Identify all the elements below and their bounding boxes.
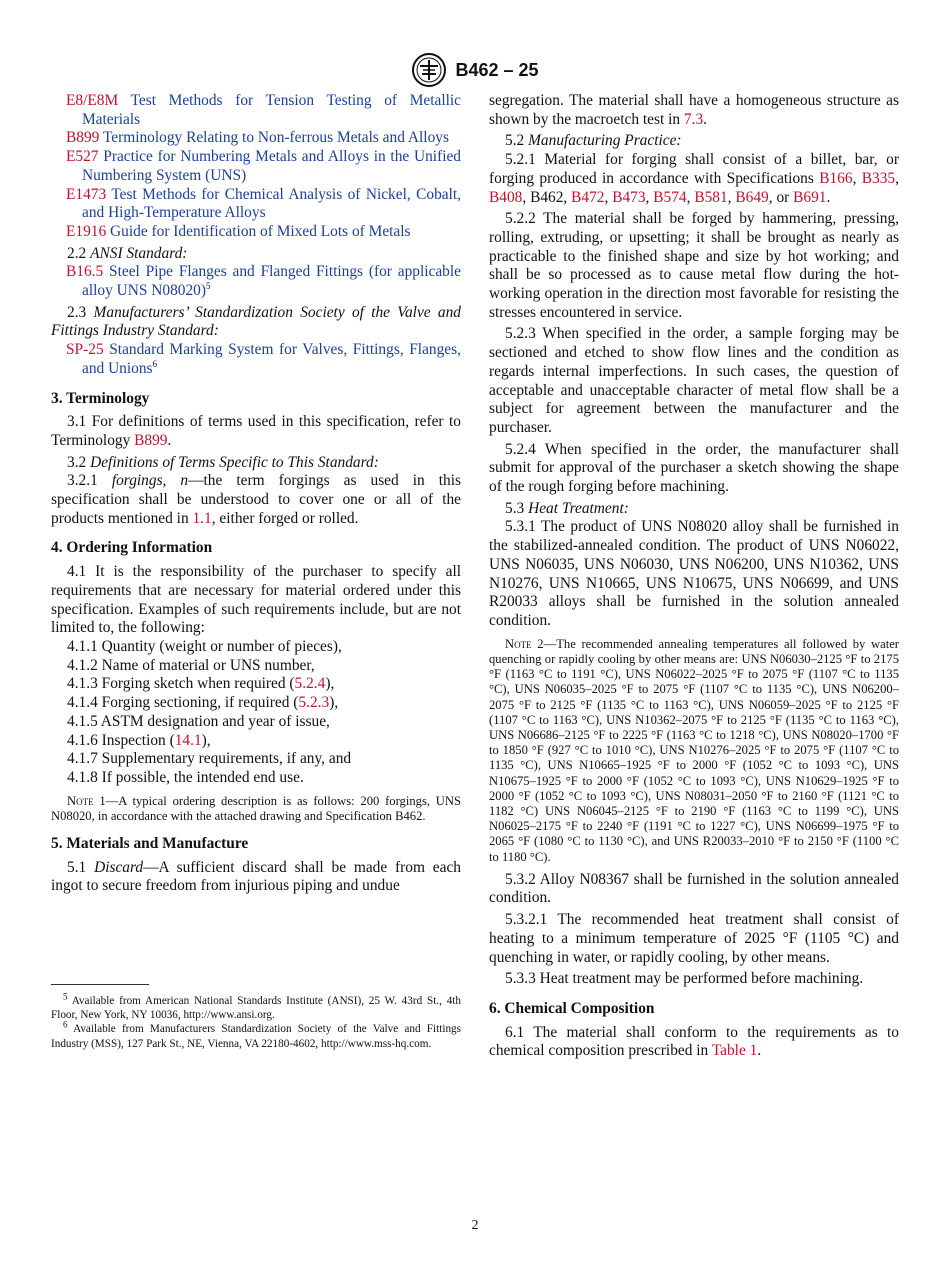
- paragraph: 5.1 Discard—A sufficient discard shall be made from each ingot to secure freedom from injurious piping and undue: [51, 858, 461, 895]
- note: Note 2—The recommended annealing temperatures all followed by water quenching or rapidly cooling by other means are: UNS N06030–2125 °F to 2175 °F (1163 °C to 1191 °C), UNS N06022–2025 °F to 2075 °F (1107 °C to 1135 °C), UNS N06035–2025 °F to 2075 °F (1107 °C to 1135 °C), UNS N06200–2075 °F to 2125 °F (1135 °C to 1163 °C), UNS N06059–2025 °F to 2125 °F (1107 °C to 1163 °C), UNS N10362–2075 °F to 2125 °F (1135 °C to 1163 °C), UNS N06686–2125 °F to 2225 °F (1163 °C to 1218 °C), UNS N08020–1700 °F to 1850 °F (927 °C to 1010 °C), UNS N10276–2025 °F to 2075 °F (1107 °C to 1135 °C), UNS N10665–1925 °F to 2000 °F (1052 °C to 1093 °C), UNS N10675–1925 °F to 2000 °F (1052 °C to 1093 °C), UNS N10629–1925 °F to 2000 °F (1052 °C to 1093 °C), UNS N08031–2050 °F to 2160 °F (1121 °C to 1182 °C) UNS N06045–2125 °F to 2190 °F (1163 °C to 1199 °C), UNS N06025–2175 °F to 2240 °F (1191 °C to 1227 °C), UNS N06699–1975 °F to 2065 °F (1080 °C to 1130 °C), and UNS R20033–2010 °F to 2150 °F (1100 °C to 1180 °C).: [489, 636, 899, 864]
- list-item: 4.1.5 ASTM designation and year of issue,: [67, 712, 330, 730]
- spec-link[interactable]: B649: [735, 188, 769, 206]
- reference-link[interactable]: E1473: [66, 185, 107, 203]
- reference-title[interactable]: Practice for Numbering Metals and Alloys in the Unified Numbering System (UNS): [82, 148, 461, 184]
- spec-link[interactable]: B408: [489, 188, 523, 206]
- paragraph: 5.2.3 When specified in the order, a sample forging may be sectioned and etched to show flow lines and the condition as regards internal imperfections. In such cases, the question of acceptable and unacceptable character of metal flow shall be a subject for agreement between the manufacturer and the purchaser.: [489, 325, 899, 436]
- reference-link[interactable]: E8/E8M: [66, 92, 119, 109]
- cross-reference-link[interactable]: 1.1: [192, 509, 212, 527]
- paragraph: 5.2.4 When specified in the order, the manufacturer shall submit for approval of the purchaser a sketch showing the shape of the rough forging before machining.: [489, 440, 899, 496]
- paragraph: 5.3.3 Heat treatment may be performed before machining.: [505, 970, 864, 988]
- subsection-heading: 5.3 Heat Treatment:: [505, 499, 629, 517]
- paragraph: 5.2.2 The material shall be forged by hammering, pressing, rolling, extruding, or upsetting; it shall be brought as nearly as practicable to the finished shape and size by hot working; and shall be so processed as to cause metal flow during the hot-working operation in the direction most favorable for resisting the stresses encountered in service.: [489, 210, 899, 321]
- footnote-marker: 6: [152, 358, 158, 369]
- reference-title[interactable]: Test Methods for Tension Testing of Metallic Materials: [82, 92, 461, 128]
- footnote: $^6$ Available from Manufacturers Standardization Society of the Valve and Fittings Industry (MSS), 127 Park St., NE, Vienna, VA 22180-4602, http://www.mss-hq.com.: [51, 1019, 461, 1050]
- footnote-marker: 5: [205, 280, 211, 291]
- page-number: 2: [471, 1218, 479, 1233]
- reference-title[interactable]: Standard Marking System for Valves, Fittings, Flanges, and Unions: [82, 341, 461, 377]
- reference-item: [51, 148, 461, 185]
- spec-link[interactable]: B691: [793, 188, 827, 206]
- standard-designation: B462 – 25: [455, 59, 539, 80]
- reference-item: [51, 186, 461, 223]
- spec-link[interactable]: B335: [861, 169, 896, 187]
- paragraph: 5.2.1 Material for forging shall consist of a billet, bar, or forging produced in accordance with Specifications B166, B335, B408, B462, B472, B473, B574, B581, B649, or B691.: [489, 151, 899, 206]
- spec-link[interactable]: B574: [653, 188, 687, 206]
- reference-item: [51, 92, 461, 129]
- reference-title[interactable]: Terminology Relating to Non-ferrous Metals and Alloys: [102, 129, 449, 147]
- reference-link[interactable]: SP-25: [66, 341, 104, 359]
- note: Note 1—A typical ordering description is as follows: 200 forgings, UNS N08020, in accordance with the attached drawing and Specification B462.: [51, 793, 461, 823]
- table-link[interactable]: Table 1: [711, 1042, 758, 1060]
- reference-item: [51, 223, 461, 242]
- right-column: [489, 92, 899, 1061]
- subsection-heading: 2.3 Manufacturers’ Standardization Society of the Valve and Fittings Industry Standard:: [51, 303, 461, 340]
- spec-link[interactable]: B581: [694, 188, 728, 206]
- list-item: 4.1.1 Quantity (weight or number of pieces),: [67, 637, 342, 655]
- list-item: 4.1.8 If possible, the intended end use.: [67, 768, 304, 786]
- section-heading: 5. Materials and Manufacture: [51, 835, 249, 853]
- reference-link[interactable]: E1916: [66, 222, 107, 240]
- footnote: $^5$ Available from American National Standards Institute (ANSI), 25 W. 43rd St., 4th Floor, New York, NY 10036, http://www.ansi.org.: [51, 991, 461, 1022]
- paragraph: 4.1 It is the responsibility of the purchaser to specify all requirements that are necessary for material ordered under this specification. Examples of such requirements include, but are not limited to, the following:: [51, 563, 461, 637]
- reference-item: [51, 341, 461, 378]
- spec-link[interactable]: B472: [571, 188, 605, 206]
- paragraph: 5.3.2.1 The recommended heat treatment shall consist of heating to a minimum temperature of 2025 °F (1105 °C) and quenching in water, or rapidly cooling, by other means.: [489, 911, 899, 966]
- list-item: 4.1.2 Name of material or UNS number,: [67, 656, 315, 674]
- footnotes: [51, 991, 461, 1051]
- spec-link[interactable]: B473: [612, 188, 646, 206]
- paragraph: 3.1 For definitions of terms used in this specification, refer to Terminology B899.: [51, 413, 461, 449]
- reference-title[interactable]: Test Methods for Chemical Analysis of Nickel, Cobalt, and High-Temperature Alloys: [82, 185, 461, 222]
- list-item: 4.1.7 Supplementary requirements, if any, and: [67, 750, 352, 768]
- spec-link[interactable]: B166: [819, 169, 853, 187]
- paragraph: 6.1 The material shall conform to the requirements as to chemical composition prescribed in Table 1.: [489, 1023, 899, 1060]
- paragraph: segregation. The material shall have a homogeneous structure as shown by the macroetch test in 7.3.: [489, 92, 899, 128]
- section-heading: 4. Ordering Information: [51, 539, 213, 557]
- cross-reference-link[interactable]: 14.1: [174, 731, 202, 749]
- page-header: [0, 52, 950, 88]
- reference-title[interactable]: Steel Pipe Flanges and Flanged Fittings (for applicable alloy UNS N08020): [82, 263, 461, 300]
- section-heading: 3. Terminology: [51, 389, 150, 407]
- reference-link[interactable]: B16.5: [66, 263, 104, 281]
- list-item: 4.1.3 Forging sketch when required (5.2.4),: [67, 675, 335, 693]
- subsection-heading: 5.2 Manufacturing Practice:: [505, 132, 682, 150]
- astm-logo-icon: [411, 52, 447, 88]
- list-item: 4.1.4 Forging sectioning, if required (5.2.3),: [67, 694, 339, 712]
- paragraph: 5.3.2 Alloy N08367 shall be furnished in the solution annealed condition.: [489, 870, 899, 907]
- list-item: 4.1.6 Inspection (14.1),: [67, 731, 211, 749]
- paragraph: 5.3.1 The product of UNS N08020 alloy shall be furnished in the stabilized-annealed condition. The product of UNS N06022, UNS N06035, UNS N06030, UNS N06200, UNS N10362, UNS N10276, UNS N10665, UNS N10675, UNS N06699, and UNS R20033 alloys shall be furnished in the solution annealed condition.: [489, 518, 899, 629]
- subsection-heading: 3.2 Definitions of Terms Specific to This Standard:: [67, 453, 379, 471]
- paragraph: 3.2.1 forgings, n—the term forgings as used in this specification shall be understood to cover one or all of the products mentioned in 1.1, either forged or rolled.: [51, 472, 461, 527]
- reference-link[interactable]: B899: [66, 129, 100, 147]
- reference-item: [51, 129, 461, 148]
- section-heading: 6. Chemical Composition: [489, 999, 655, 1017]
- footnote-divider: [51, 984, 149, 985]
- cross-reference-link[interactable]: 5.2.3: [298, 694, 330, 712]
- reference-link[interactable]: E527: [66, 148, 99, 166]
- reference-title[interactable]: Guide for Identification of Mixed Lots of Metals: [110, 222, 411, 240]
- cross-reference-link[interactable]: 5.2.4: [294, 675, 326, 693]
- cross-reference-link[interactable]: B899: [134, 431, 168, 449]
- cross-reference-link[interactable]: 7.3: [683, 110, 704, 128]
- reference-item: [51, 263, 461, 300]
- subsection-heading: 2.2 ANSI Standard:: [67, 244, 188, 262]
- left-column: [51, 92, 461, 896]
